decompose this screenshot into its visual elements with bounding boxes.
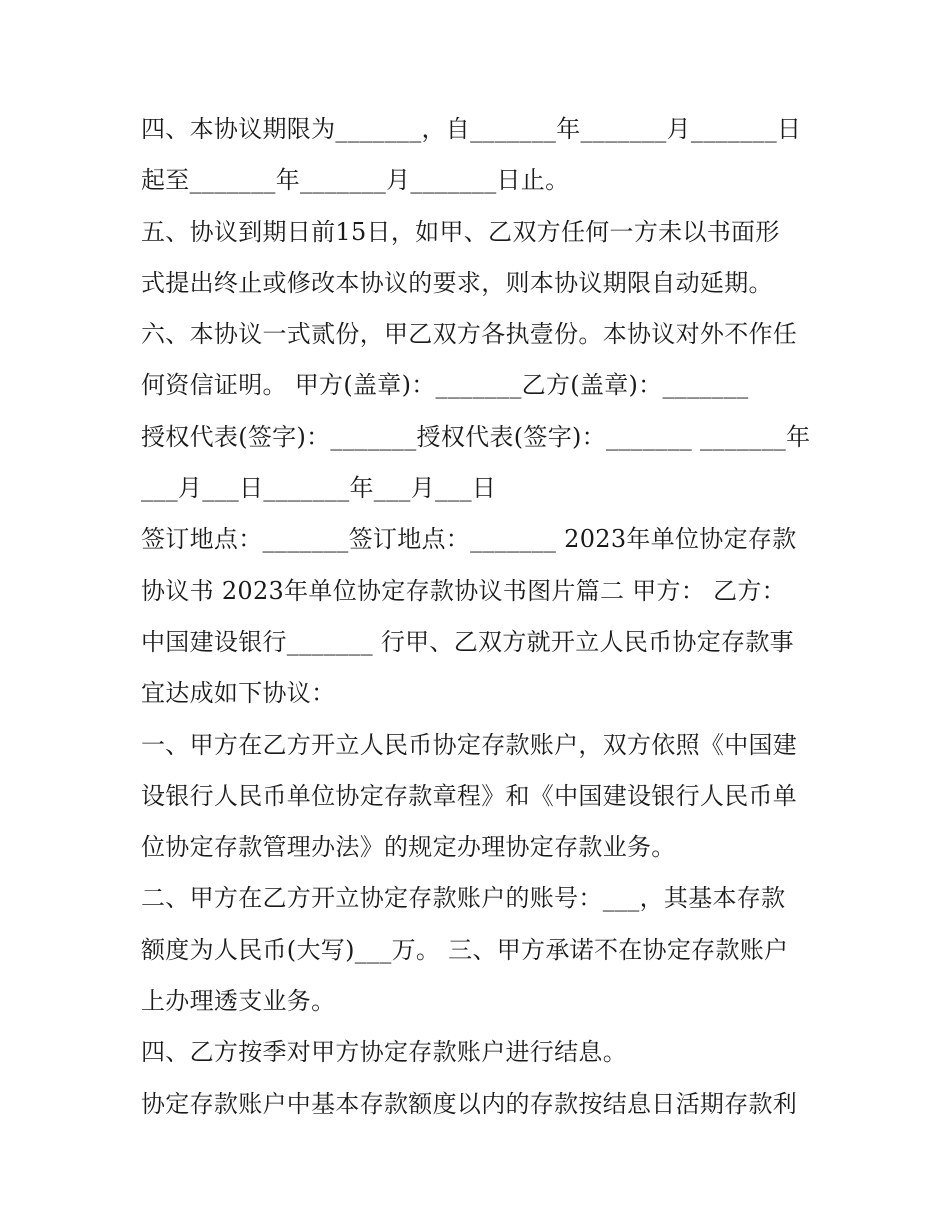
text-line-16: 二、甲方在乙方开立协定存款账户的账号：___，其基本存款 xyxy=(141,884,786,913)
text-line-6: 何资信证明。 甲方(盖章)：_______乙方(盖章)：_______ xyxy=(141,371,749,400)
text-line-5: 六、本协议一式贰份，甲乙双方各执壹份。本协议对外不作任 xyxy=(141,320,798,349)
text-line-4: 式提出终止或修改本协议的要求，则本协议期限自动延期。 xyxy=(141,268,773,297)
text-line-7: 授权代表(签字)：_______授权代表(签字)：_______ _______年 xyxy=(141,422,811,451)
text-line-9: 签订地点：_______签订地点：_______ 2023年单位协定存款 xyxy=(141,525,797,554)
text-line-10: 协议书 2023年单位协定存款协议书图片篇二 甲方： 乙方： xyxy=(141,576,786,605)
text-line-20: 协定存款账户中基本存款额度以内的存款按结息日活期存款利 xyxy=(141,1089,798,1118)
text-line-12: 宜达成如下协议： xyxy=(141,679,336,708)
text-line-19: 四、乙方按季对甲方协定存款账户进行结息。 xyxy=(141,1038,627,1067)
text-line-15: 位协定存款管理办法》的规定办理协定存款业务。 xyxy=(141,833,676,862)
text-line-18: 上办理透支业务。 xyxy=(141,987,336,1016)
text-line-13: 一、甲方在乙方开立人民币协定存款账户，双方依照《中国建 xyxy=(141,730,798,759)
text-line-8: ___月___日_______年___月___日 xyxy=(141,474,497,503)
text-line-1: 四、本协议期限为_______，自_______年_______月_______日 xyxy=(141,115,802,143)
text-line-3: 五、协议到期日前15日，如甲、乙双方任何一方未以书面形 xyxy=(141,217,780,246)
text-line-14: 设银行人民币单位协定存款章程》和《中国建设银行人民币单 xyxy=(141,781,798,810)
text-line-11: 中国建设银行_______ 行甲、乙双方就开立人民币协定存款事 xyxy=(141,627,794,656)
text-line-2: 起至_______年_______月_______日止。 xyxy=(141,166,570,195)
agreement-text xyxy=(141,104,821,1130)
text-line-17: 额度为人民币(大写)___万。 三、甲方承诺不在协定存款账户 xyxy=(141,935,789,964)
